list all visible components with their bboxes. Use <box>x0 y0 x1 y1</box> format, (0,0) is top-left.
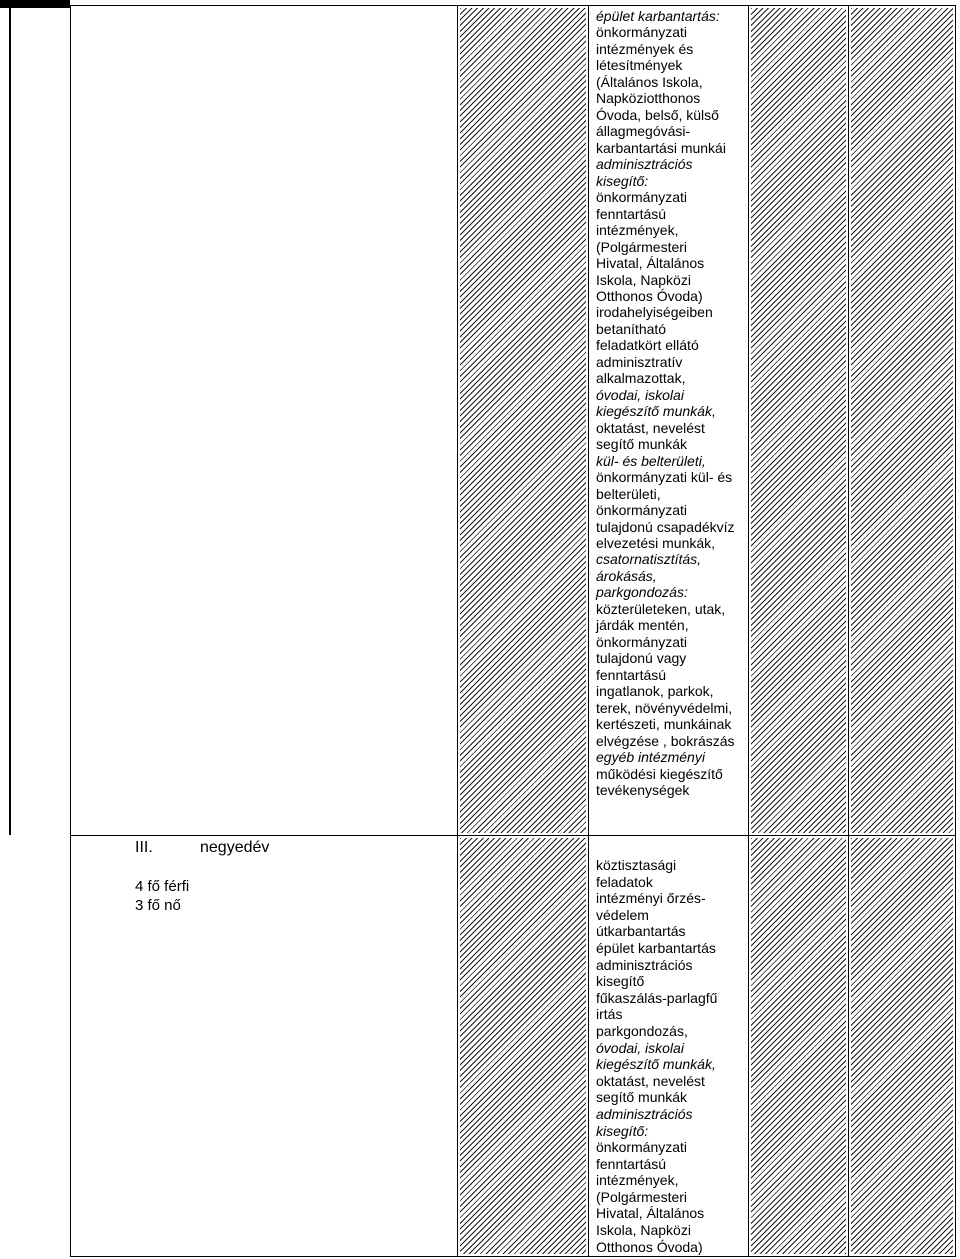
duty-line: Otthonos Óvoda) <box>596 287 703 304</box>
duty-line: kertészeti, munkáinak <box>596 716 732 733</box>
duty-line: árokásás, <box>596 567 657 584</box>
duty-line: (Polgármesteri <box>596 238 688 255</box>
duty-line: intézményi őrzés- <box>596 890 706 907</box>
duty-line: járdák mentén, <box>596 617 689 634</box>
duty-line: védelem <box>596 906 649 923</box>
duty-line: Hivatal, Általános <box>596 255 705 272</box>
column-divider <box>588 5 589 1257</box>
column-divider <box>748 5 749 1257</box>
duty-line: elvégzése , bokrászás <box>596 732 735 749</box>
duty-line: irtás <box>596 1006 623 1023</box>
duty-line: Iskola, Napközi <box>596 271 691 288</box>
row-divider <box>70 835 956 836</box>
table-right-border <box>955 5 956 1257</box>
duty-line: működési kiegészítő <box>596 765 723 782</box>
duty-line: óvodai, iskolai <box>596 386 684 403</box>
duty-line: (Polgármesteri <box>596 1188 688 1205</box>
duty-line: létesítmények <box>596 57 683 74</box>
shaded-cell <box>851 838 953 1254</box>
duty-line: tevékenységek <box>596 782 690 799</box>
duty-line: kisegítő: <box>596 1122 649 1139</box>
duty-line: tulajdonú vagy <box>596 650 687 667</box>
duty-line: Otthonos Óvoda) <box>596 1238 703 1255</box>
duty-line: fenntartású <box>596 1155 667 1172</box>
duty-line: parkgondozás: <box>596 584 688 601</box>
duty-line: kül- és belterületi, <box>596 452 706 469</box>
duty-line: önkormányzati <box>596 633 688 650</box>
shaded-cell <box>751 838 846 1254</box>
duty-line: feladatok <box>596 873 653 890</box>
duty-line: csatornatisztítás, <box>596 551 702 568</box>
duty-line: alkalmazottak, <box>596 370 686 387</box>
duty-line: adminisztrációs <box>596 956 693 973</box>
duty-line: oktatást, nevelést <box>596 1072 705 1089</box>
staff-count <box>135 877 189 915</box>
duty-line: ingatlanok, parkok, <box>596 683 714 700</box>
column-divider <box>457 5 458 1257</box>
staff-male: 4 fő férfi <box>135 878 190 895</box>
duty-line: Iskola, Napközi <box>596 1222 691 1239</box>
duty-line: (Általános Iskola, <box>596 73 703 90</box>
shaded-cell <box>851 8 953 833</box>
duty-line: kisegítő: <box>596 172 649 189</box>
duty-line: segítő munkák <box>596 1089 688 1106</box>
duty-line: épület karbantartás: <box>596 8 720 24</box>
duty-line: köztisztasági <box>596 857 677 873</box>
duty-line: Óvoda, belső, külső <box>596 106 719 123</box>
column-divider <box>70 5 71 1257</box>
duty-line: fenntartású <box>596 205 667 222</box>
duty-line: feladatkört ellátó <box>596 337 699 354</box>
duty-line: önkormányzati <box>596 1139 688 1156</box>
duty-line: önkormányzati <box>596 189 688 206</box>
duty-line: Hivatal, Általános <box>596 1205 705 1222</box>
duty-line: egyéb intézményi <box>596 749 705 766</box>
duty-line: épület karbantartás <box>596 939 716 956</box>
duty-line: fűkaszálás-parlagfű <box>596 989 718 1006</box>
duty-line: segítő munkák <box>596 436 688 453</box>
duty-line: közterületeken, utak, <box>596 600 726 617</box>
duty-line: oktatást, nevelést <box>596 419 705 436</box>
duty-line: parkgondozás, <box>596 1022 688 1039</box>
left-border-line <box>9 0 11 835</box>
duty-line: irodahelyiségeiben <box>596 304 713 321</box>
duty-line: adminisztratív <box>596 353 683 370</box>
duty-line: kisegítő <box>596 973 645 990</box>
column-divider <box>848 5 849 1257</box>
duty-line: adminisztrációs <box>596 1105 693 1122</box>
table-top-border <box>70 5 956 6</box>
duty-line: intézmények és <box>596 40 694 57</box>
duty-line: Napköziotthonos <box>596 90 701 107</box>
duty-line: állagmegóvási- <box>596 123 691 140</box>
duty-line: intézmények, <box>596 222 679 239</box>
table-bottom-border <box>70 1256 956 1257</box>
shaded-cell <box>460 838 586 1254</box>
duty-line: karbantartási munkái <box>596 139 726 156</box>
duty-line: terek, növényvédelmi, <box>596 699 733 716</box>
duty-line: önkormányzati kül- és <box>596 469 733 486</box>
duties-cell-top <box>596 8 735 799</box>
duty-line: intézmények, <box>596 1172 679 1189</box>
duty-line: útkarbantartás <box>596 923 686 940</box>
duty-line: tulajdonú csapadékvíz <box>596 518 735 535</box>
duty-line: adminisztrációs <box>596 156 693 173</box>
duty-line: betanítható <box>596 320 667 337</box>
duty-line: belterületi, <box>596 485 661 502</box>
duty-line: önkormányzati <box>596 24 688 41</box>
duty-line: fenntartású <box>596 666 667 683</box>
duties-cell-bottom <box>596 857 717 1255</box>
duty-line: óvodai, iskolai <box>596 1039 684 1056</box>
duty-line: önkormányzati <box>596 502 688 519</box>
duty-line: elvezetési munkák, <box>596 535 716 551</box>
shaded-cell <box>751 8 846 833</box>
staff-female: 3 fő nő <box>135 897 181 914</box>
period-label: negyedév <box>200 839 270 856</box>
duty-line: kiegészítő munkák, <box>596 1056 716 1073</box>
period-roman: III. <box>135 839 153 856</box>
shaded-cell <box>460 8 586 833</box>
duty-line: kiegészítő munkák, <box>596 403 716 420</box>
